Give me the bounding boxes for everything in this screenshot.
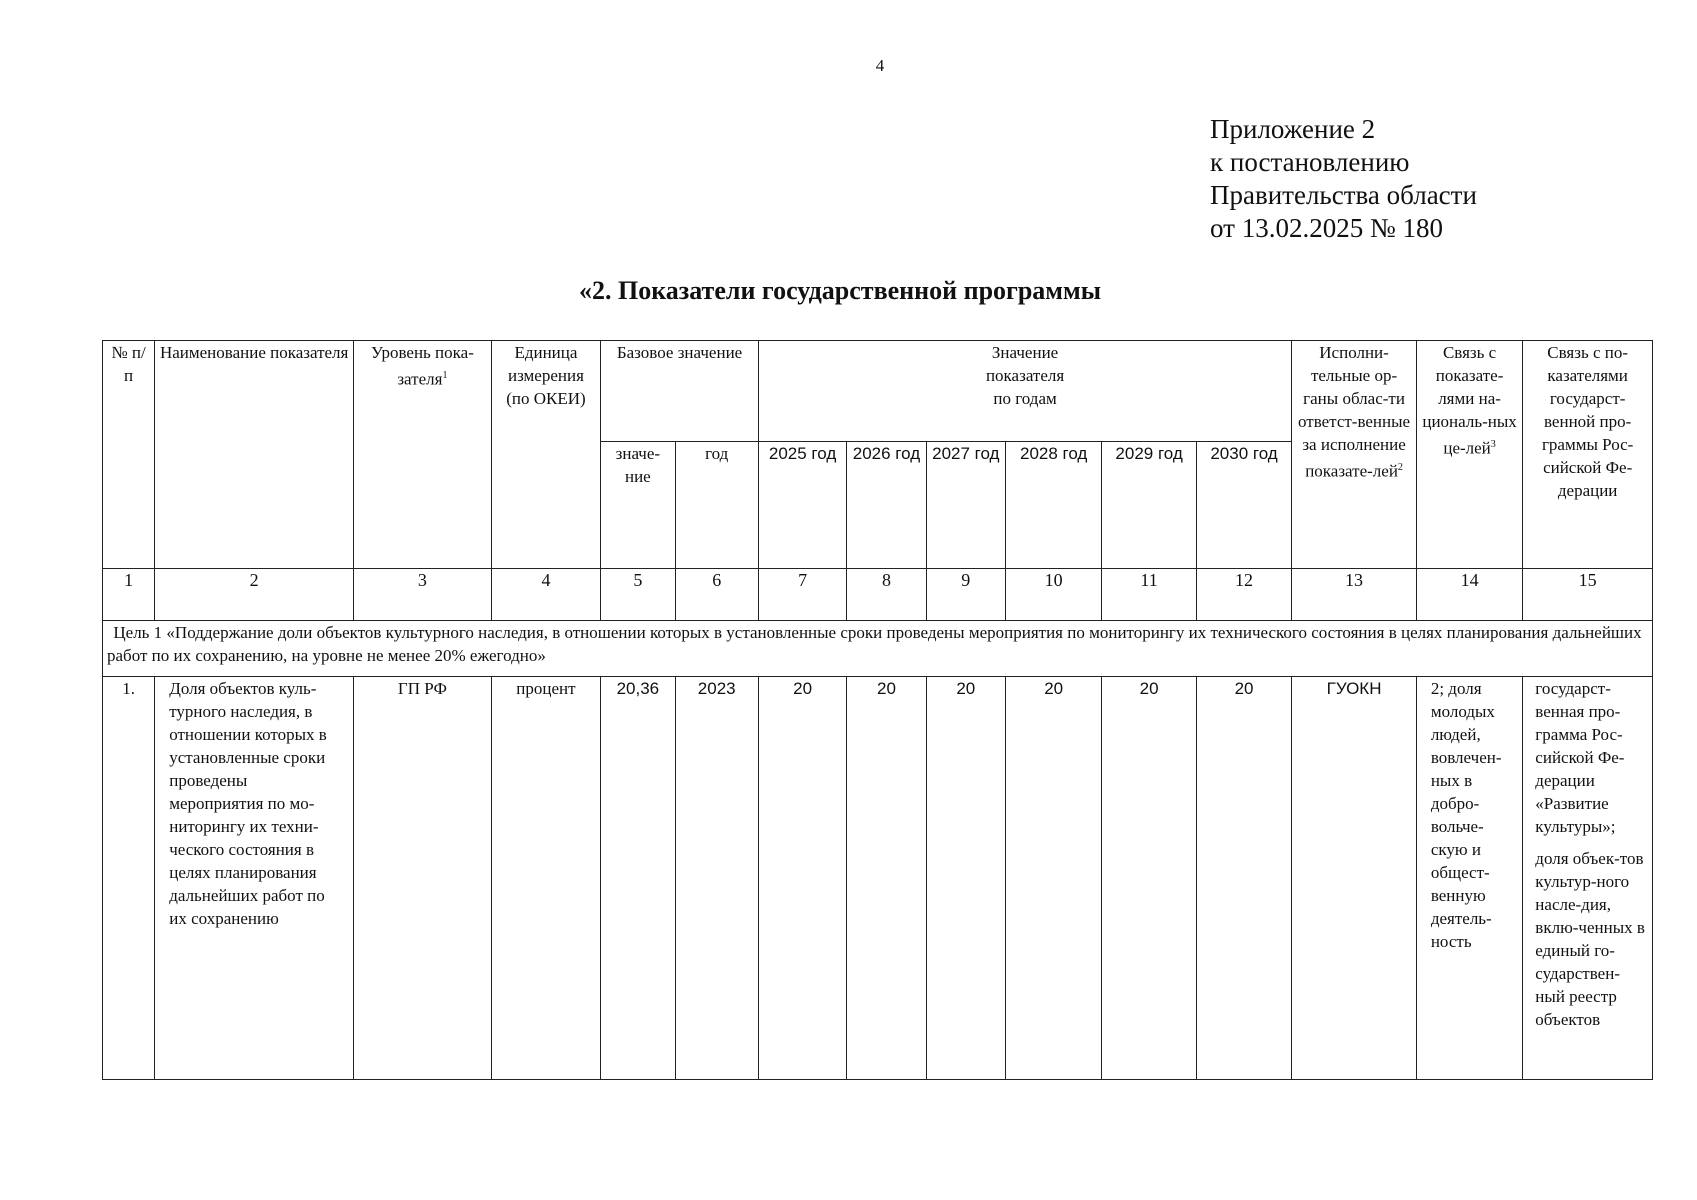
base-value: 20,36 — [601, 676, 675, 1079]
value-2030: 20 — [1196, 676, 1291, 1079]
goal-row: Цель 1 «Поддержание доли объектов культурного наследия, в отношении которых в установленные сроки проведены мероприятия по мониторингу их технического состояния в целях планирования дальнейших работ по их сохранению, на уровне не менее 20% ежегодно» — [103, 620, 1653, 676]
footnote-mark: 1 — [442, 370, 448, 381]
column-number: 7 — [758, 568, 846, 620]
value-2029: 20 — [1102, 676, 1196, 1079]
column-number: 1 — [103, 568, 155, 620]
column-number: 8 — [847, 568, 926, 620]
footnote-mark: 3 — [1490, 439, 1496, 450]
value-2025: 20 — [758, 676, 846, 1079]
executor: ГУОКН — [1292, 676, 1417, 1079]
header-base-value: значе-ние — [601, 442, 675, 568]
column-number: 11 — [1102, 568, 1196, 620]
header-values-by-year: Значение показателя по годам — [758, 341, 1291, 442]
document-title: «2. Показатели государственной программы — [578, 276, 1102, 305]
header-year-2030: 2030 год — [1196, 442, 1291, 568]
national-goal-link: 2; доля молодых людей, вовлечен-ных в добро-вольче-скую и общест-венную деятель-ность — [1416, 676, 1522, 1079]
column-number: 2 — [155, 568, 354, 620]
header-year-2027: 2027 год — [926, 442, 1005, 568]
header-year-2029: 2029 год — [1102, 442, 1196, 568]
appendix-line: Правительства области — [1210, 180, 1477, 210]
column-number: 10 — [1005, 568, 1101, 620]
header-num: № п/п — [103, 341, 155, 569]
indicator-level: ГП РФ — [354, 676, 492, 1079]
column-number: 9 — [926, 568, 1005, 620]
footnote-mark: 2 — [1397, 462, 1403, 473]
header-base: Базовое значение — [601, 341, 759, 442]
header-level: Уровень пока-зателя$^1$ — [354, 341, 492, 569]
header-executors: Исполни-тельные ор-ганы облас-ти ответст-венные за исполнение показате-лей$^2$ — [1292, 341, 1417, 569]
rf-program-link-text: государст-венная про-грамма Рос-сийской Фе-дерации «Развитие культуры»; — [1535, 678, 1625, 836]
column-number: 6 — [675, 568, 758, 620]
row-number: 1. — [103, 676, 155, 1079]
indicator-name: Доля объектов куль-турного наследия, в отношении которых в установленные сроки проведены мероприятия по мо-ниторингу их техни-ческого состояния в целях планирования дальнейших работ по их сохранению — [155, 676, 354, 1079]
indicators-table — [102, 340, 1653, 1080]
header-year-2025: 2025 год — [758, 442, 846, 568]
appendix-line: Приложение 2 — [1210, 114, 1376, 144]
column-number: 5 — [601, 568, 675, 620]
page-number: 4 — [875, 56, 885, 75]
value-2027: 20 — [926, 676, 1005, 1079]
column-number: 3 — [354, 568, 492, 620]
header-rf-link: Связь с по-казателями государст-венной про-граммы Рос-сийской Фе-дерации — [1523, 341, 1653, 569]
header-year-2026: 2026 год — [847, 442, 926, 568]
appendix-line: от 13.02.2025 № 180 — [1210, 213, 1443, 243]
base-year: 2023 — [675, 676, 758, 1079]
column-number: 12 — [1196, 568, 1291, 620]
header-national-link: Связь с показате-лями на-циональ-ных це-лей$^3$ — [1416, 341, 1522, 569]
column-number: 14 — [1416, 568, 1522, 620]
header-base-year: год — [675, 442, 758, 568]
column-number: 4 — [491, 568, 600, 620]
appendix-line: к постановлению — [1210, 147, 1410, 177]
appendix-block — [1210, 113, 1477, 245]
header-unit: Единица измерения (по ОКЕИ) — [491, 341, 600, 569]
header-year-2028: 2028 год — [1005, 442, 1101, 568]
column-number: 15 — [1523, 568, 1653, 620]
value-2026: 20 — [847, 676, 926, 1079]
rf-program-link — [1523, 676, 1653, 1079]
value-2028: 20 — [1005, 676, 1101, 1079]
rf-program-link-text: доля объек-тов культур-ного насле-дия, вклю-ченных в единый го-сударствен-ный реестр объектов — [1535, 848, 1645, 1029]
indicator-unit: процент — [491, 676, 600, 1079]
column-number: 13 — [1292, 568, 1417, 620]
header-name: Наименование показателя — [155, 341, 354, 569]
